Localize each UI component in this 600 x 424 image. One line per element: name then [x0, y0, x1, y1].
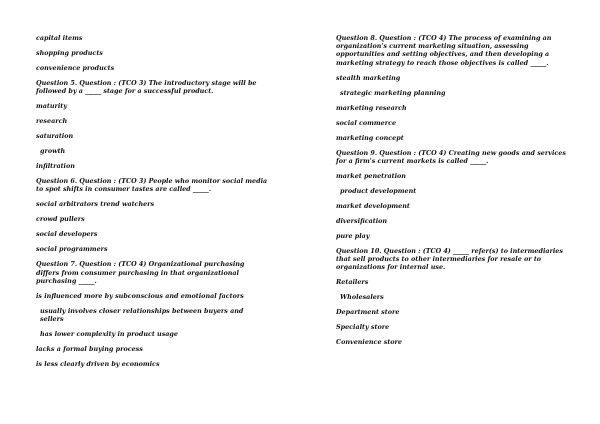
answer-option: market development [336, 201, 410, 210]
answer-option: infiltration [36, 162, 75, 171]
answer-option-selected: usually involves closer relationships between buyers and sellers [40, 306, 244, 324]
answer-option: social programmers [36, 245, 108, 254]
answer-option: crowd pullers [36, 215, 85, 224]
answer-option-selected: growth [40, 147, 66, 156]
answer-option: social developers [36, 230, 98, 239]
answer-option: marketing research [336, 103, 407, 112]
answer-option: Retailers [336, 278, 369, 287]
right-column [336, 34, 568, 353]
answer-option: market penetration [336, 171, 406, 180]
answer-option: has lower complexity in product usage [40, 330, 178, 339]
answer-option: saturation [36, 132, 74, 141]
answer-option: Convenience store [336, 338, 402, 347]
question-7: Question 7. Question : (TCO 4) Organizational purchasing differs from consumer purchasing in that organizational purchasing _____. [36, 260, 245, 285]
question-10: Question 10. Question : (TCO 4) _____ refer(s) to intermediaries that sell products to other intermediaries for resale or to organizations for internal use. [336, 246, 563, 272]
answer-option: stealth marketing [336, 73, 401, 82]
answer-option: lacks a formal buying process [36, 345, 143, 354]
left-column [36, 34, 268, 375]
answer-option: research [36, 117, 68, 126]
question-5: Question 5. Question : (TCO 3) The introductory stage will be followed by a _____ stage for a successful product. [36, 79, 257, 96]
answer-option: is less clearly driven by economics [36, 360, 160, 369]
question-9: Question 9. Question : (TCO 4) Creating new goods and services for a firm's current markets is called _____. [336, 148, 566, 165]
question-8: Question 8. Question : (TCO 4) The process of examining an organization's current marketing situation, assessing opportunities and setting objectives, and then developing a marketing strategy to reach those objectives is called _____. [336, 34, 552, 67]
answer-option: Department store [336, 308, 400, 317]
question-6: Question 6. Question : (TCO 3) People who monitor social media to spot shifts in consumer tastes are called _____. [36, 177, 268, 194]
answer-option-selected: Wholesalers [340, 293, 384, 302]
answer-option: Specialty store [336, 323, 390, 332]
answer-option-selected: product development [340, 186, 417, 195]
answer-option: maturity [36, 102, 67, 111]
answer-option: is influenced more by subconscious and emotional factors [36, 291, 244, 300]
answer-option: social commerce [336, 118, 397, 127]
answer-option: capital items [36, 34, 83, 42]
answer-option: social arbitrators trend watchers [36, 200, 155, 209]
answer-option: diversification [336, 216, 388, 225]
answer-option-selected: strategic marketing planning [340, 88, 446, 97]
answer-option: pure play [336, 231, 370, 240]
answer-option: marketing concept [336, 133, 404, 142]
answer-option: convenience products [36, 64, 115, 72]
answer-option: shopping products [36, 49, 103, 57]
